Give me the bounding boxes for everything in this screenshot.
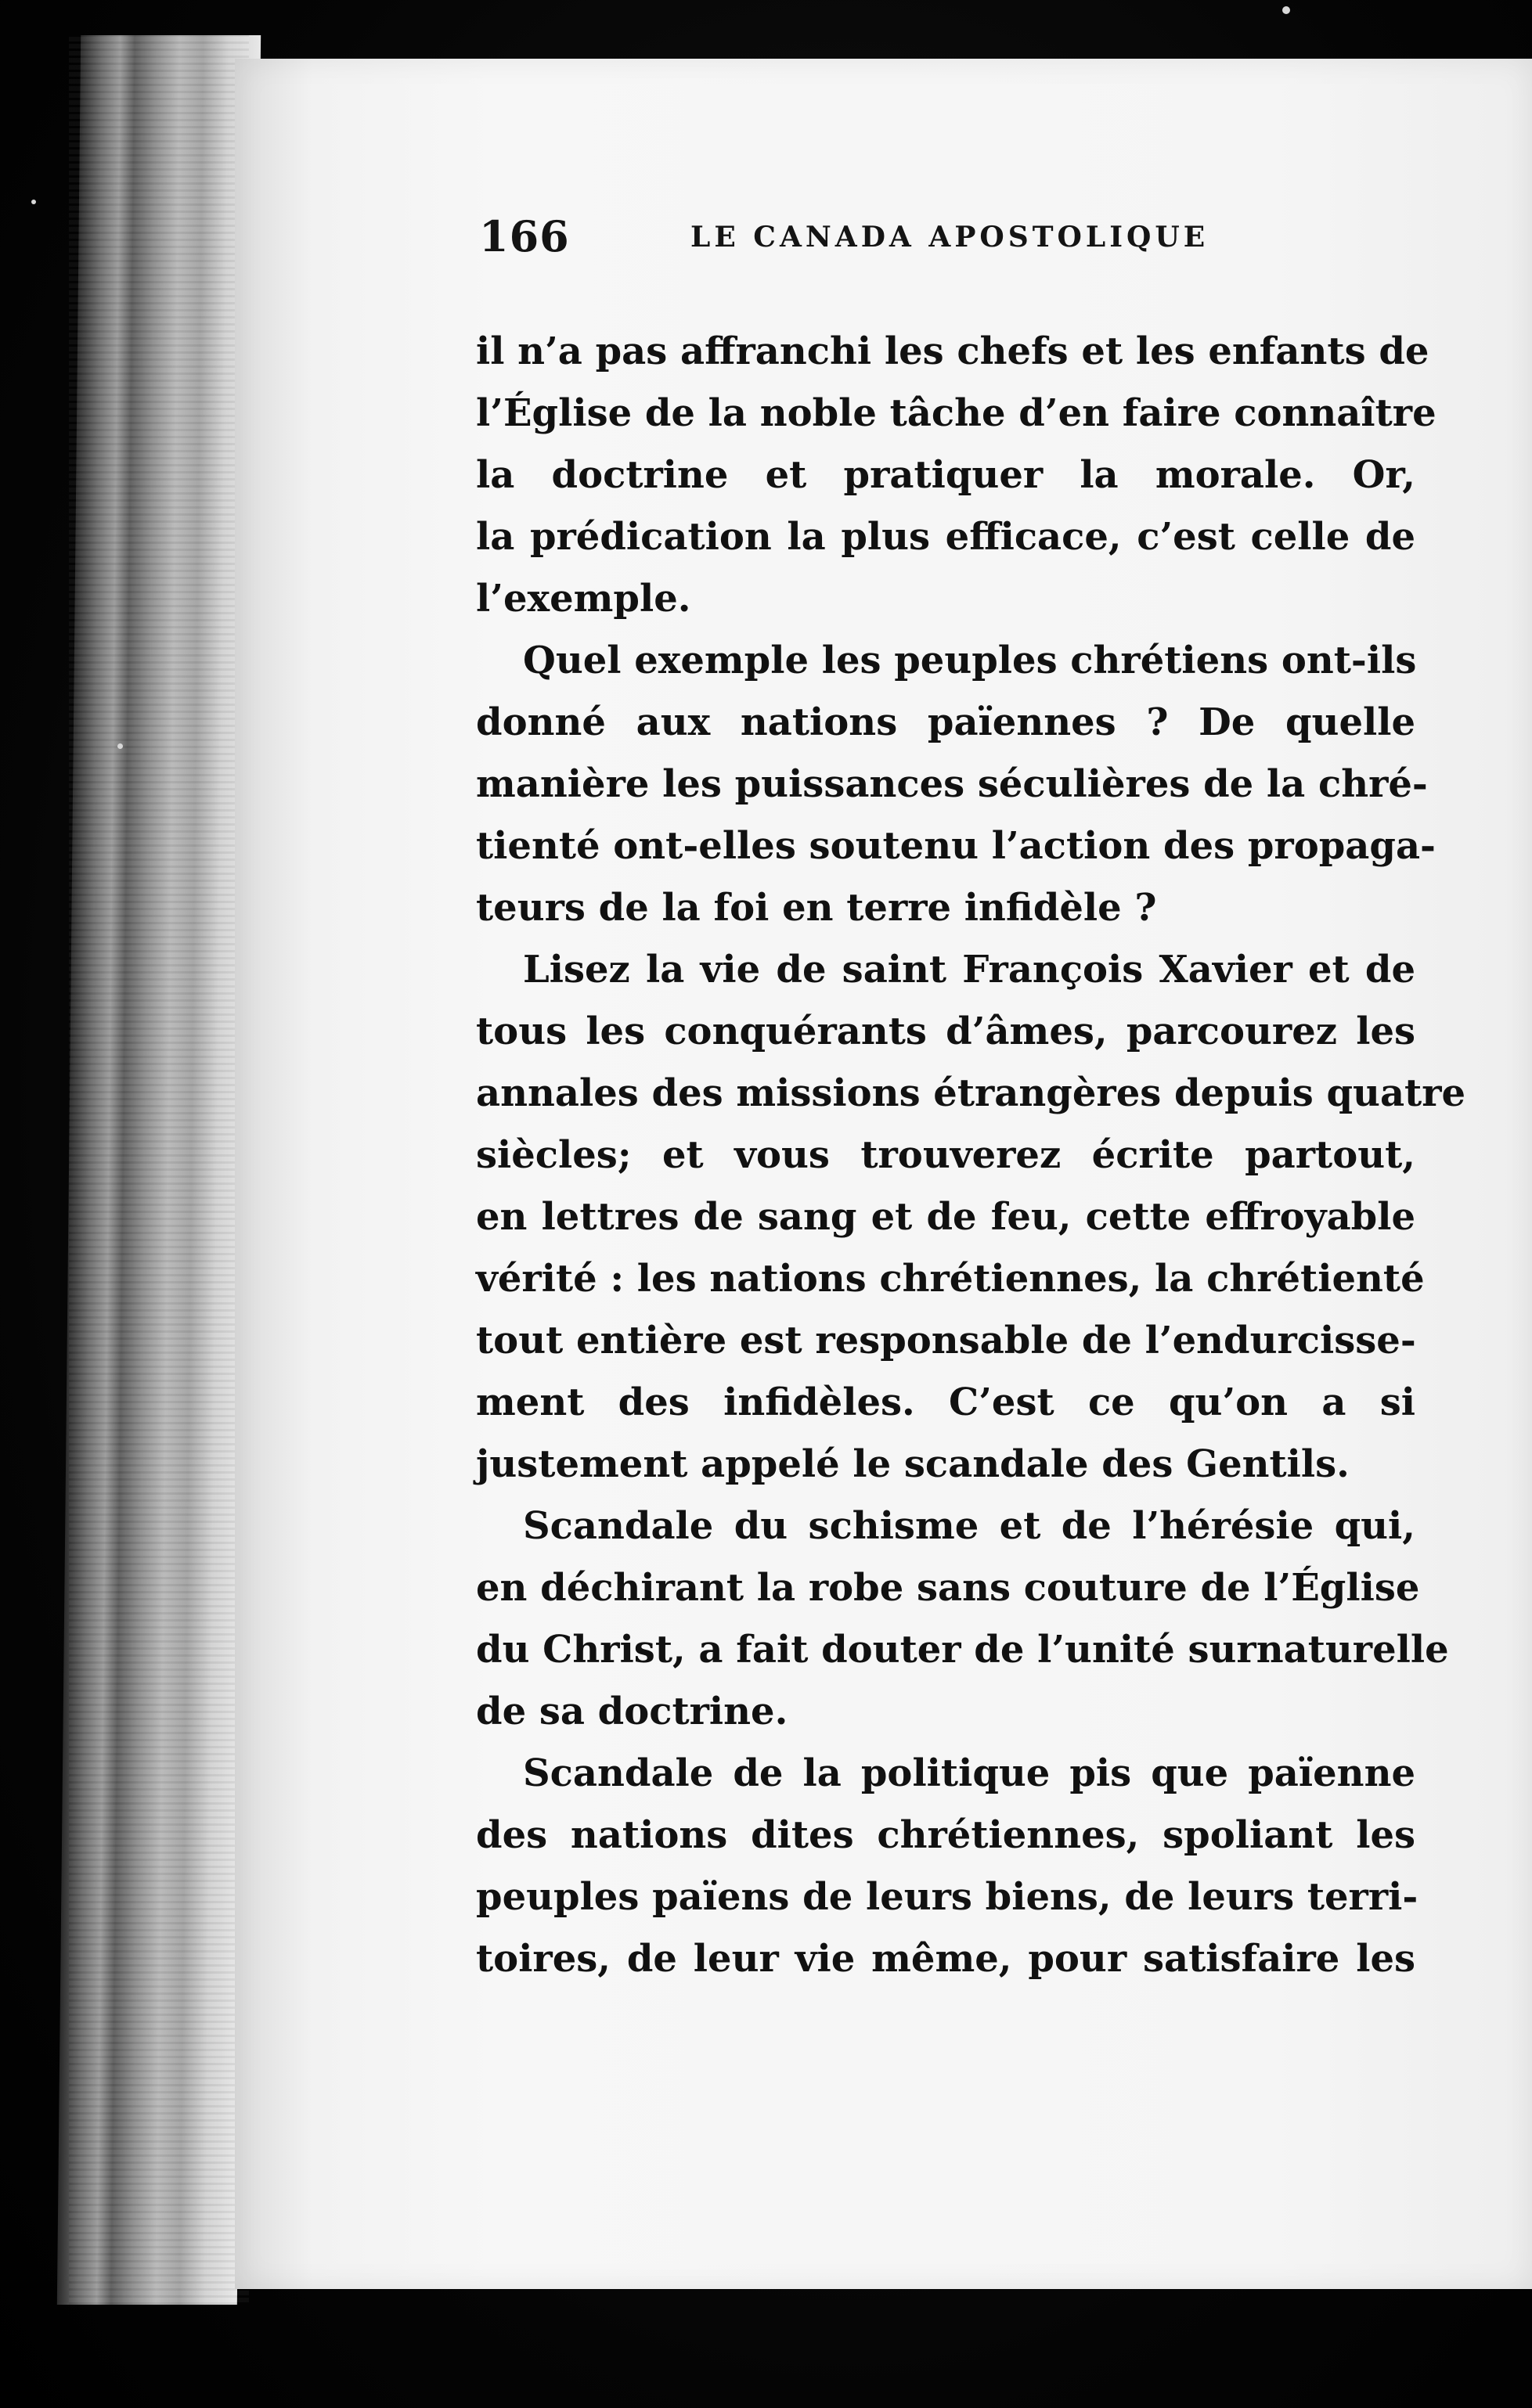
text-line: annales des missions étrangères depuis quatre (476, 1071, 1466, 1115)
text-line: l’Église de la noble tâche d’en faire connaître (476, 391, 1436, 435)
text-line: tout entière est responsable de l’endurcisse- (476, 1319, 1416, 1362)
spine-texture (69, 35, 249, 2305)
text-line: l’exemple. (476, 577, 691, 621)
paragraph (476, 321, 1436, 630)
text-line: ment des infidèles. C’est ce qu’on a si (476, 1380, 1415, 1424)
body-text (476, 321, 1466, 1990)
paragraph (476, 1743, 1418, 1990)
text-line: Scandale du schisme et de l’hérésie qui, (523, 1504, 1415, 1548)
text-line: manière les puissances séculières de la chré- (476, 762, 1428, 806)
dust-speck (117, 743, 123, 749)
text-line: Quel exemple les peuples chrétiens ont-ils (523, 639, 1417, 682)
text-line: siècles; et vous trouverez écrite partout, (476, 1133, 1415, 1177)
text-line: vérité : les nations chrétiennes, la chrétienté (476, 1257, 1425, 1301)
text-line: Scandale de la politique pis que païenne (523, 1751, 1415, 1795)
paragraph (476, 1496, 1449, 1743)
text-line: il n’a pas affranchi les chefs et les enfants de (476, 329, 1429, 373)
text-line: tienté ont-elles soutenu l’action des propaga- (476, 824, 1436, 868)
paragraph (476, 630, 1436, 939)
text-line: des nations dites chrétiennes, spoliant les (476, 1813, 1415, 1857)
text-line: de sa doctrine. (476, 1690, 788, 1733)
dust-speck (1282, 6, 1290, 14)
page-number: 166 (479, 211, 570, 261)
text-line: donné aux nations païennes ? De quelle (476, 700, 1415, 744)
text-line: en lettres de sang et de feu, cette effroyable (476, 1195, 1415, 1239)
text-line: la doctrine et pratiquer la morale. Or, (476, 453, 1415, 497)
text-line: du Christ, a fait douter de l’unité surnaturelle (476, 1628, 1449, 1672)
paragraph (476, 939, 1466, 1496)
text-line: teurs de la foi en terre infidèle ? (476, 886, 1157, 930)
dust-speck (31, 200, 36, 204)
text-line: en déchirant la robe sans couture de l’Église (476, 1566, 1420, 1610)
running-title: LE CANADA APOSTOLIQUE (690, 221, 1209, 254)
text-line: Lisez la vie de saint François Xavier et de (523, 948, 1415, 992)
text-line: peuples païens de leurs biens, de leurs terri- (476, 1875, 1418, 1919)
text-line: tous les conquérants d’âmes, parcourez les (476, 1010, 1415, 1053)
text-line: toires, de leur vie même, pour satisfaire les (476, 1937, 1415, 1981)
text-line: la prédication la plus efficace, c’est celle de (476, 515, 1415, 559)
text-line: justement appelé le scandale des Gentils. (476, 1442, 1350, 1486)
running-header (479, 211, 1418, 266)
